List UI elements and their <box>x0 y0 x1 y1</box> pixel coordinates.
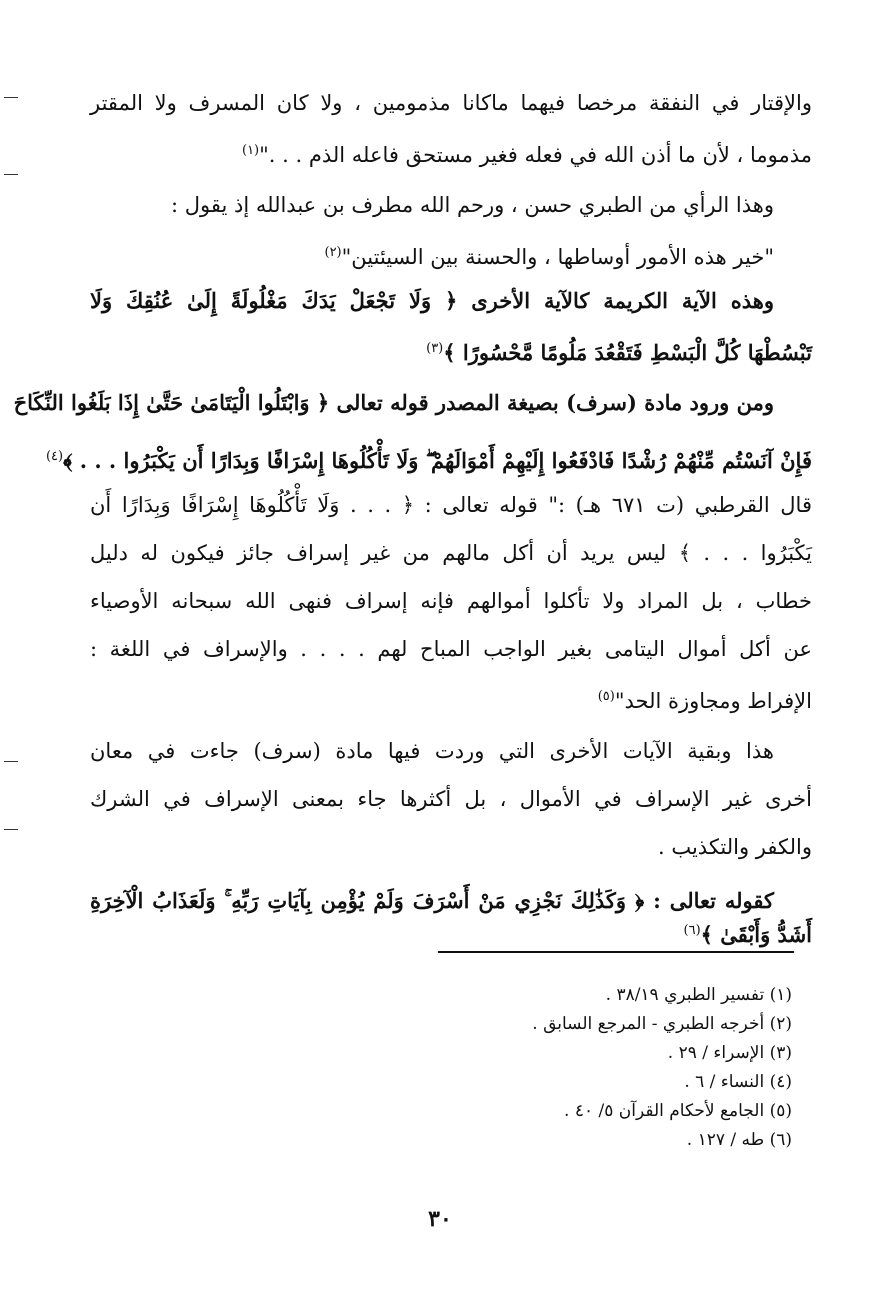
text-line: أخرى غير الإسراف في الأموال ، بل أكثرها جاء بمعنى الإسراف في الشرك <box>90 787 812 811</box>
text-line: عن أكل أموال اليتامى بغير الواجب المباح لهم . . . . والإسراف في اللغة : <box>90 637 812 661</box>
main-text <box>13 88 812 947</box>
footnote: (١) تفسير الطبري ٣٨/١٩ . <box>605 985 792 1005</box>
quran-line: كقوله تعالى : ﴿ وَكَذَٰلِكَ نَجْزِي مَنْ أَسْرَفَ وَلَمْ يُؤْمِن بِآيَاتِ رَبِّهِ ۚ وَلَعَذَابُ الْآخِرَةِ <box>90 888 774 913</box>
footnote-ref: (٥) <box>597 689 615 704</box>
footnotes <box>432 981 792 1155</box>
quote-line: "خير هذه الأمور أوساطها ، والحسنة بين السيئتين"$^{(٢)}$ <box>324 245 774 269</box>
margin-mark <box>4 761 18 762</box>
text-line: خطاب ، بل المراد ولا تأكلوا أموالهم فإنه إسراف فنهى الله سبحانه الأوصياء <box>90 589 812 613</box>
footnote-ref: (٦) <box>683 923 701 938</box>
margin-mark <box>4 829 18 830</box>
footnote: (٦) طه / ١٢٧ . <box>686 1130 792 1150</box>
footnote-ref: (٣) <box>426 341 444 356</box>
text-line: مذموما ، لأن ما أذن الله في فعله فغير مستحق فاعله الذم . . ."$^{(١)}$ <box>241 143 812 167</box>
footnote: (٤) النساء / ٦ . <box>684 1072 792 1092</box>
text-line: ومن ورود مادة (سرف) بصيغة المصدر قوله تعالى ﴿ وَابْتَلُوا الْيَتَامَىٰ حَتَّىٰ إِذَا بَلَغُوا النِّكَاحَ <box>13 390 774 415</box>
footnote: (٥) الجامع لأحكام القرآن ٥/ ٤٠ . <box>564 1101 792 1121</box>
footnote: (٢) أخرجه الطبري - المرجع السابق . <box>532 1014 792 1034</box>
footnote-ref: (٤) <box>45 449 64 464</box>
page-number: ٣٠ <box>428 1206 452 1232</box>
text-line: يَكْبَرُوا . . . ﴾ ليس يريد أن أكل مالهم من غير إسراف جائز فيكون له دليل <box>90 541 812 565</box>
margin-mark <box>4 174 18 175</box>
quran-line: فَإِنْ آنَسْتُم مِّنْهُمْ رُشْدًا فَادْفَعُوا إِلَيْهِمْ أَمْوَالَهُمْ ۖ وَلَا تَأْكُلُوهَا إِسْرَافًا وَبِدَارًا أَن يَكْبَرُوا . . . ﴾$^{(٤)}$ <box>45 448 812 473</box>
text-line: الإفراط ومجاوزة الحد"$^{(٥)}$ <box>597 689 812 713</box>
text-line: قال القرطبي (ت ٦٧١ هـ) :" قوله تعالى : ﴿ . . . وَلَا تَأْكُلُوهَا إِسْرَافًا وَبِدَارًا أَن <box>90 493 812 517</box>
footnote: (٣) الإسراء / ٢٩ . <box>667 1043 792 1063</box>
text-line: والإقتار في النفقة مرخصا فيهما ماكانا مذمومين ، ولا كان المسرف ولا المقتر <box>90 91 812 115</box>
footnote-separator <box>438 951 794 953</box>
text-line: وهذه الآية الكريمة كالآية الأخرى ﴿ وَلَا تَجْعَلْ يَدَكَ مَغْلُولَةً إِلَىٰ عُنُقِكَ وَلَا <box>90 288 774 313</box>
footnote-ref: (٢) <box>324 245 342 260</box>
quran-line: تَبْسُطْهَا كُلَّ الْبَسْطِ فَتَقْعُدَ مَلُومًا مَّحْسُورًا ﴾$^{(٣)}$ <box>426 340 812 365</box>
quran-line: أَشَدُّ وَأَبْقَىٰ ﴾$^{(٦)}$ <box>683 922 812 947</box>
text-line: والكفر والتكذيب . <box>657 835 812 859</box>
margin-mark <box>4 97 18 98</box>
text-line: هذا وبقية الآيات الأخرى التي وردت فيها مادة (سرف) جاءت في معان <box>90 739 774 763</box>
footnote-ref: (١) <box>241 143 260 158</box>
text-line: وهذا الرأي من الطبري حسن ، ورحم الله مطرف بن عبدالله إذ يقول : <box>171 193 774 217</box>
